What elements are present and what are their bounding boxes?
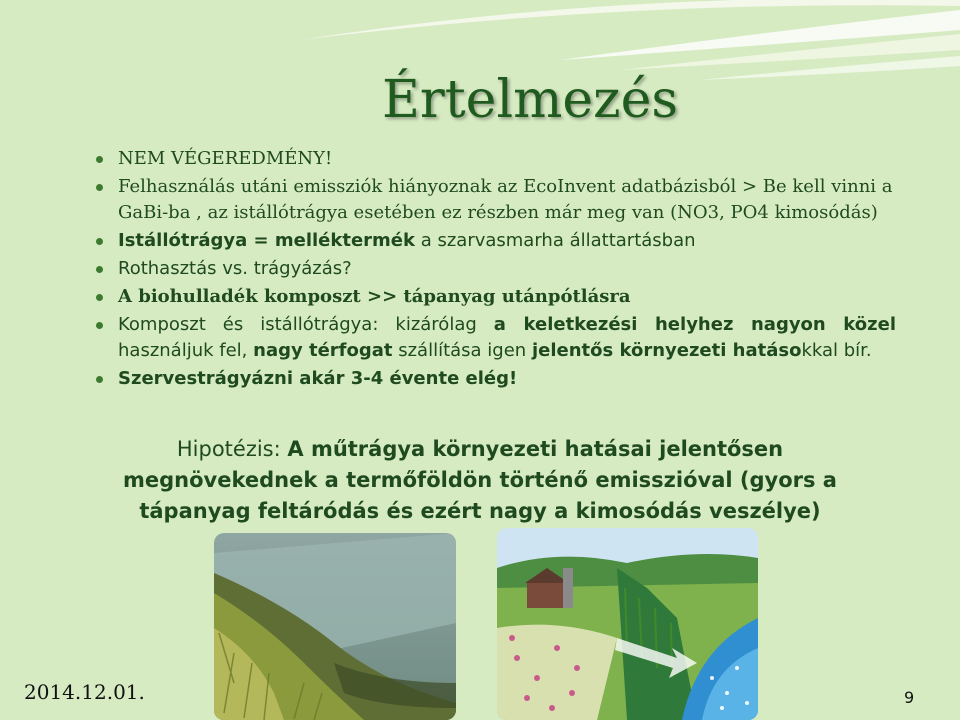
bullet-text: használjuk fel, [118,340,254,361]
bullet-bold-text: nagy térfogat [253,340,393,361]
runoff-illustration [497,528,758,720]
bullet-text: szállítása igen [392,340,532,361]
bullet-item [96,284,896,310]
bullet-bold-text: jelentős környezeti hatáso [531,340,802,361]
page-number: 9 [904,688,915,707]
bullet-bold-text: a keletkezési helyhez nagyon közel [493,314,896,335]
slide-title: Értelmezés [381,70,679,130]
bullet-text: NEM VÉGEREDMÉNY! [118,148,333,169]
bullet-text: Felhasználás utáni emissziók hiányoznak az EcoInvent adatbázisból > Be kell vinni a GaBi-ba , az istállótrágya esetében ez részben már meg van (NO3, PO4 kimosódás) [118,176,893,223]
bullet-text: kkal bír. [801,340,872,361]
hypothesis [120,434,840,527]
bullet-bold-text: Istállótrágya = melléktermék [118,230,415,251]
bullet-text: Rothasztás vs. trágyázás? [118,258,352,279]
bullet-item [96,228,896,254]
hypothesis-text: A műtrágya környezeti hatásai jelentősen megnövekednek a termőföldön történő emisszióval (gyors a tápanyag feltáródás és ezért nagy a kimosódás veszélye) [123,437,837,523]
bullet-item [96,174,896,226]
bullet-text: Szervestrágyázni akár 3-4 évente elég! [118,368,518,389]
bullet-item [96,146,896,172]
bullet-item [96,256,896,282]
slide-date: 2014.12.01. [24,680,145,704]
bullet-list [96,146,896,394]
bullet-item [96,312,896,364]
bullet-text: a szarvasmarha állattartásban [414,230,696,251]
hypothesis-label: Hipotézis: [176,437,288,461]
algae-photo [214,533,456,720]
bullet-text: Komposzt és istállótrágya: kizárólag [118,314,494,335]
bullet-item [96,366,896,392]
bullet-text: A biohulladék komposzt >> tápanyag utánpótlásra [118,286,631,307]
